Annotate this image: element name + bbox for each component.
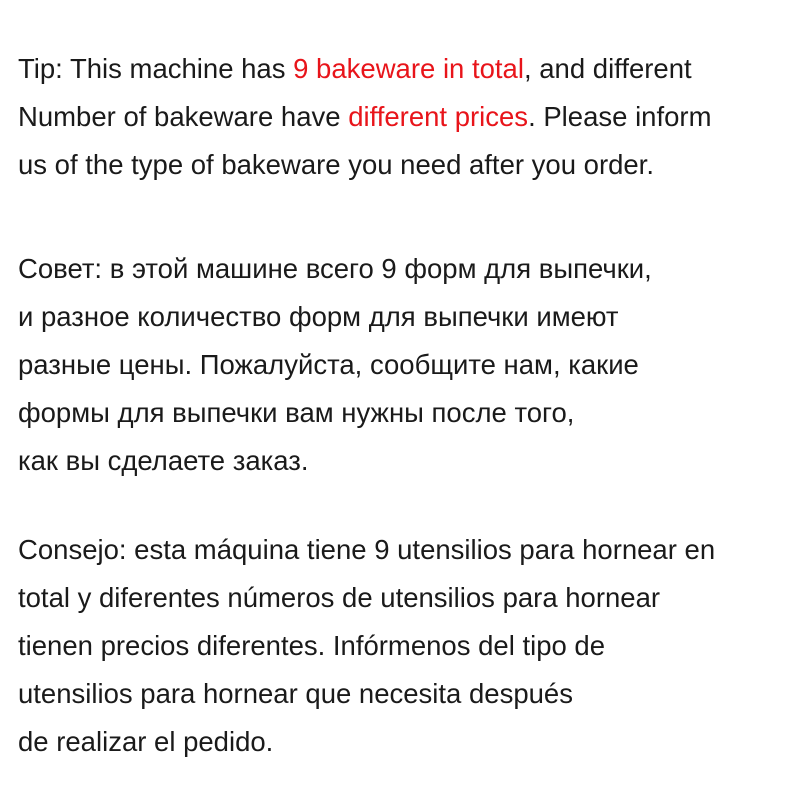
tip-spanish-line-5: de realizar el pedido. — [18, 726, 274, 757]
tip-russian-line-1: Совет: в этой машине всего 9 форм для выпечки, — [18, 253, 652, 284]
tip-text: , and different — [523, 53, 692, 84]
highlight-different-prices: different prices — [348, 101, 529, 132]
tip-english-line-3: us of the type of bakeware you need after you order. — [18, 149, 654, 180]
tip-russian-line-5: как вы сделаете заказ. — [18, 445, 309, 476]
tip-text: Tip: This machine has — [18, 53, 294, 84]
tip-russian-line-3: разные цены. Пожалуйста, сообщите нам, какие — [18, 349, 639, 380]
tip-spanish-line-2: total y diferentes números de utensilios para hornear — [18, 582, 661, 613]
tip-russian-line-2: и разное количество форм для выпечки имеют — [18, 301, 619, 332]
tip-spanish-line-4: utensilios para hornear que necesita después — [18, 678, 573, 709]
tip-spanish — [18, 526, 715, 766]
tip-russian-line-4: формы для выпечки вам нужны после того, — [18, 397, 575, 428]
tip-english-line-2 — [18, 93, 711, 141]
highlight-bakeware-total: 9 bakeware in total — [293, 53, 524, 84]
tip-english-line-1 — [18, 45, 711, 93]
tip-text: Number of bakeware have — [18, 101, 349, 132]
tip-spanish-line-3: tienen precios diferentes. Infórmenos del tipo de — [18, 630, 606, 661]
tip-russian — [18, 245, 652, 485]
tip-text: . Please inform — [528, 101, 712, 132]
tip-spanish-line-1: Consejo: esta máquina tiene 9 utensilios para hornear en — [18, 534, 716, 565]
tip-english — [18, 45, 711, 189]
